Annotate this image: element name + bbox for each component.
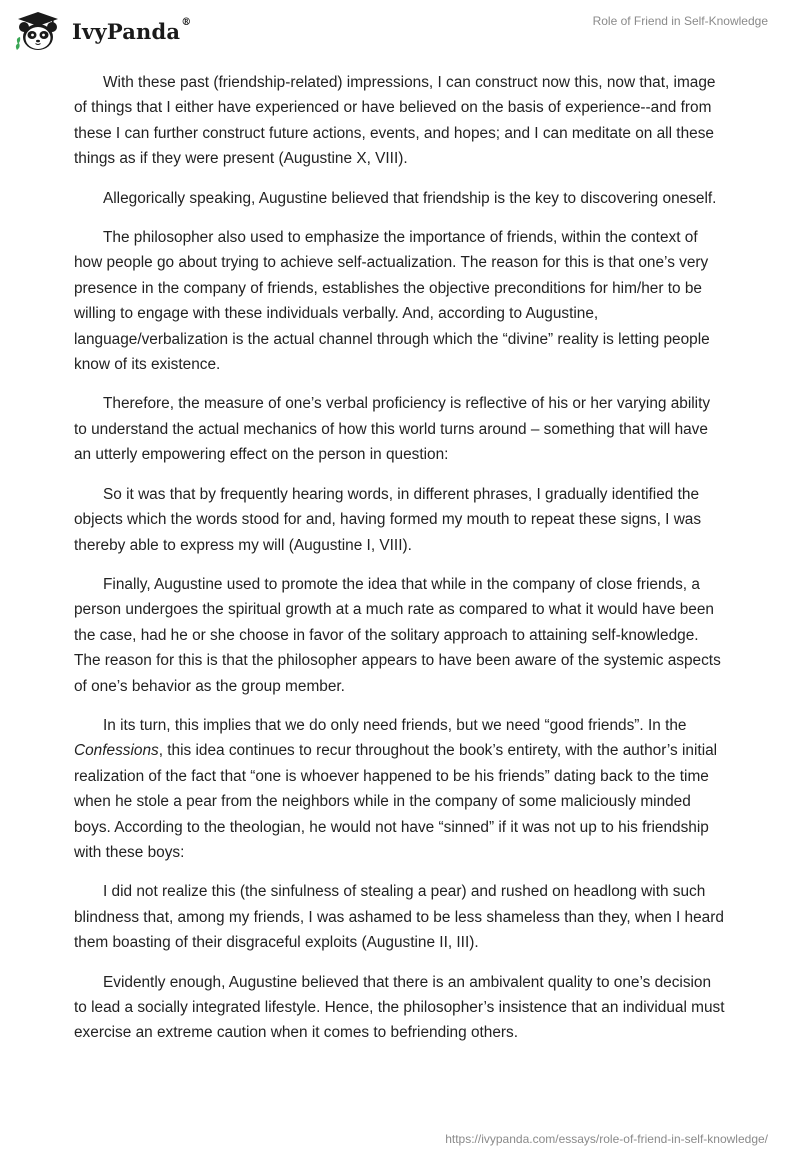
paragraph: With these past (friendship-related) impressions, I can construct now this, now that, image of things that I either have experienced or have believed on the basis of experience--and from these I can further construct future actions, events, and hopes; and I can meditate on all these things as if they were present (Augustine X, VIII). <box>74 74 716 168</box>
book-title: Confessions <box>74 742 159 760</box>
paragraph: I did not realize this (the sinfulness of stealing a pear) and rushed on headlong with such blindness that, among my friends, I was ashamed to be less shameless than they, when I heard them boasting of their disgraceful exploits (Augustine II, III). <box>74 883 724 952</box>
logo-wordmark: IvyPanda® <box>72 16 192 44</box>
paragraph: Finally, Augustine used to promote the idea that while in the company of close friends, a person undergoes the spiritual growth at a much rate as compared to what it would have been the case, had he or she choose in favor of the solitary approach to attaining self-knowledge. The reason for this is that the philosopher appears to have been aware of the systemic aspects of one’s behavior as the group member. <box>74 575 721 695</box>
paragraph: So it was that by frequently hearing words, in different phrases, I gradually identified the objects which the words stood for and, having formed my mouth to repeat these signs, I was thereby able to express my will (Augustine I, VIII). <box>74 485 702 554</box>
source-url-link[interactable]: https://ivypanda.com/essays/role-of-friend-in-self-knowledge/ <box>445 1132 768 1146</box>
paragraph: Evidently enough, Augustine believed that there is an ambivalent quality to one’s decision to lead a socially integrated lifestyle. Hence, the philosopher’s insistence that an individual must exercise an extreme caution when it comes to befriending others. <box>74 973 725 1042</box>
paragraph <box>74 713 726 865</box>
paragraph: The philosopher also used to emphasize the importance of friends, within the context of how people go about trying to achieve self-actualization. The reason for this is that one’s very presence in the company of friends, establishes the objective preconditions for him/her to be willing to engage with these individuals verbally. And, according to Augustine, language/verbalization is the actual channel through which the “divine” reality is letting people know of its existence. <box>74 229 710 374</box>
paragraph: Therefore, the measure of one’s verbal proficiency is reflective of his or her varying ability to understand the actual mechanics of how this world turns around – something that will have an utterly empowering effect on the person in question: <box>74 395 711 464</box>
paragraph-text: In its turn, this implies that we do only need friends, but we need “good friends”. In the <box>103 716 687 734</box>
essay-body <box>74 70 726 1060</box>
panda-graduate-icon <box>14 10 62 52</box>
page-header <box>0 0 800 60</box>
ivypanda-logo[interactable] <box>14 10 191 52</box>
paragraph: Allegorically speaking, Augustine believed that friendship is the key to discovering oneself. <box>103 189 717 207</box>
document-title: Role of Friend in Self-Knowledge <box>592 14 768 28</box>
paragraph-text: , this idea continues to recur throughout the book’s entirety, with the author’s initial realization of the fact that “one is whoever happened to be his friends” dating back to the time when he stole a pear from the neighbors while in the company of some maliciously minded boys. According to the theologian, he would not have “sinned” if it was not up to his friendship with these boys: <box>74 742 718 861</box>
